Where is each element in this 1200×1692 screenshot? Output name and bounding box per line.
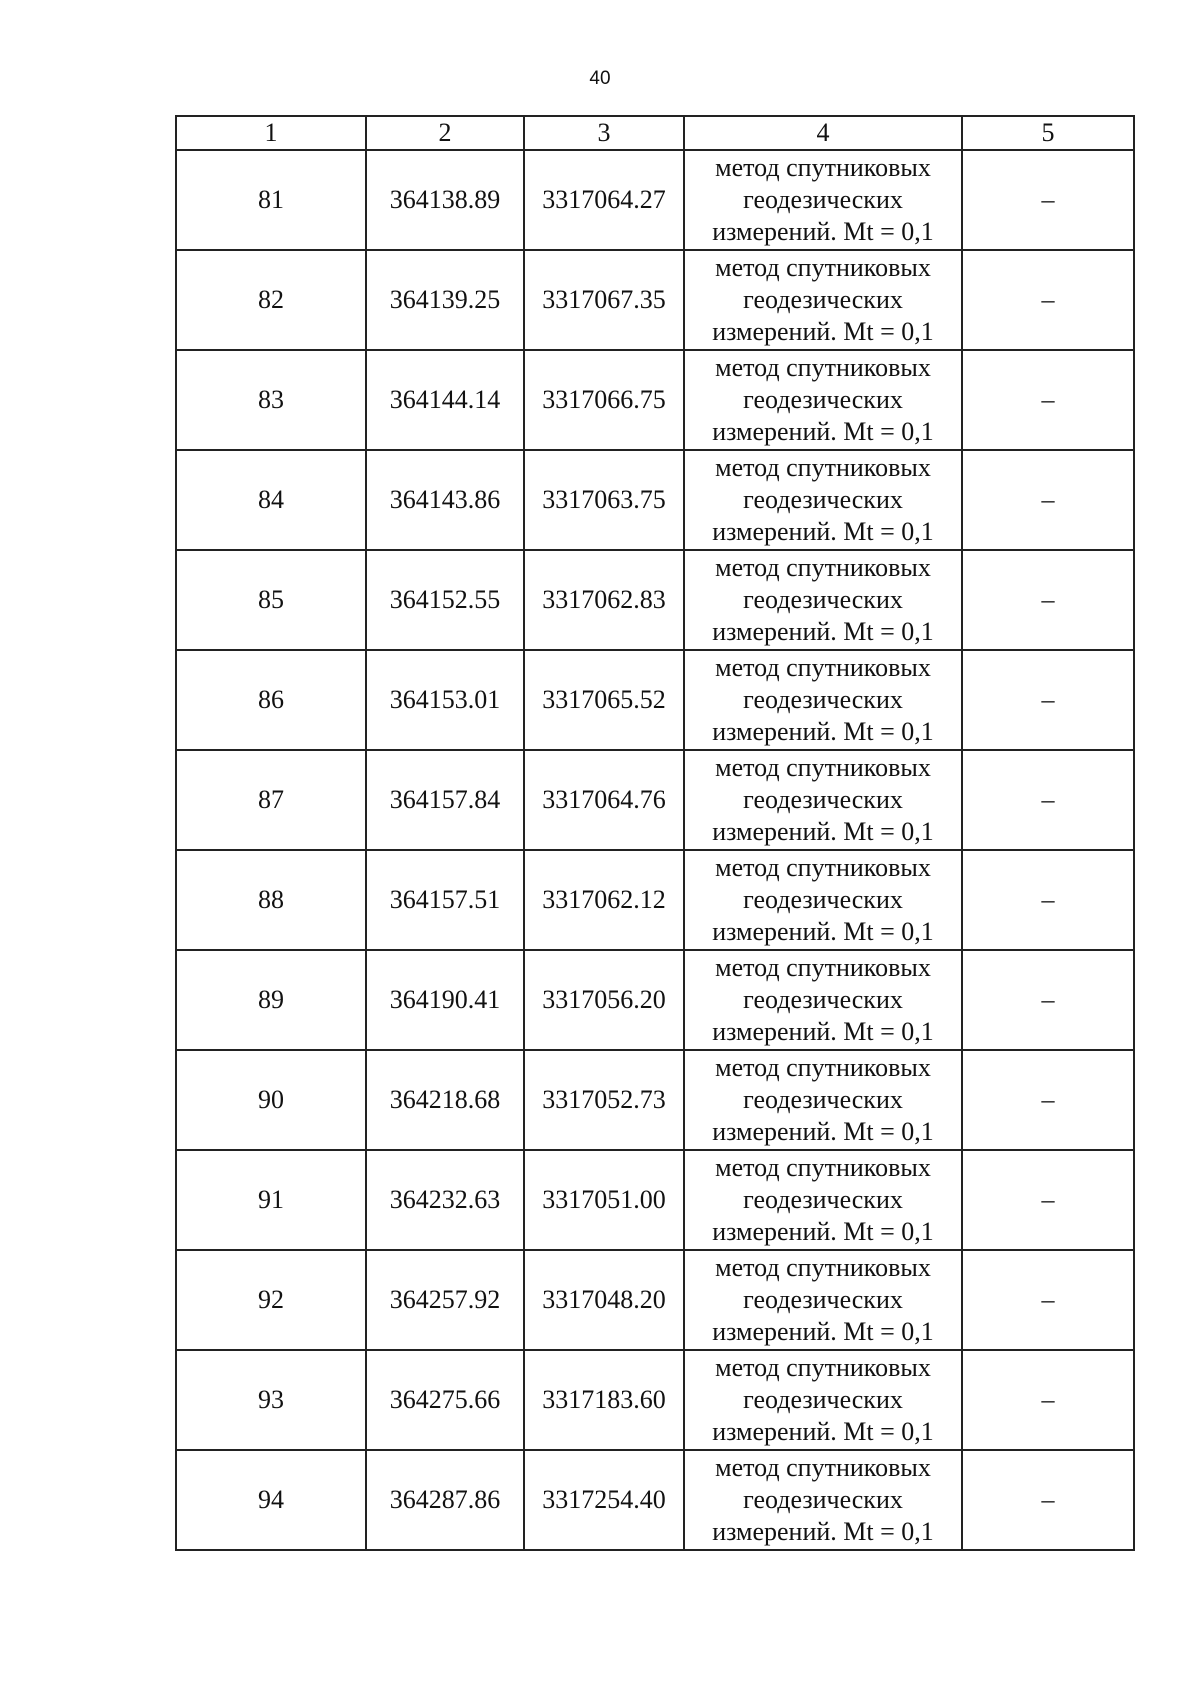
x-coordinate-cell: 364257.92 <box>366 1250 524 1350</box>
x-coordinate-cell: 364218.68 <box>366 1050 524 1150</box>
x-coordinate-cell: 364152.55 <box>366 550 524 650</box>
method-line: геодезических <box>743 885 903 914</box>
method-line: метод спутниковых <box>715 753 931 782</box>
method-line: измерений. Mt = 0,1 <box>712 917 934 946</box>
method-line: геодезических <box>743 785 903 814</box>
y-coordinate-cell: 3317051.00 <box>524 1150 684 1250</box>
method-line: метод спутниковых <box>715 253 931 282</box>
method-cell <box>684 650 962 750</box>
y-coordinate-cell: 3317065.52 <box>524 650 684 750</box>
table-row <box>176 250 1134 350</box>
y-coordinate-cell: 3317056.20 <box>524 950 684 1050</box>
method-cell <box>684 550 962 650</box>
method-cell <box>684 1050 962 1150</box>
table-row <box>176 350 1134 450</box>
method-line: метод спутниковых <box>715 1453 931 1482</box>
point-number-cell: 90 <box>176 1050 366 1150</box>
page-number: 40 <box>589 68 611 89</box>
point-number-cell: 83 <box>176 350 366 450</box>
note-cell: – <box>962 1250 1134 1350</box>
method-line: метод спутниковых <box>715 1253 931 1282</box>
x-coordinate-cell: 364157.84 <box>366 750 524 850</box>
method-line: метод спутниковых <box>715 953 931 982</box>
method-cell <box>684 1250 962 1350</box>
table-row <box>176 1050 1134 1150</box>
method-line: измерений. Mt = 0,1 <box>712 1217 934 1246</box>
method-line: геодезических <box>743 685 903 714</box>
x-coordinate-cell: 364157.51 <box>366 850 524 950</box>
note-cell: – <box>962 1350 1134 1450</box>
point-number-cell: 93 <box>176 1350 366 1450</box>
table-row <box>176 1150 1134 1250</box>
table-row <box>176 850 1134 950</box>
header-col-3: 3 <box>524 116 684 150</box>
table-row <box>176 1350 1134 1450</box>
method-line: измерений. Mt = 0,1 <box>712 717 934 746</box>
method-line: измерений. Mt = 0,1 <box>712 1017 934 1046</box>
x-coordinate-cell: 364139.25 <box>366 250 524 350</box>
method-line: метод спутниковых <box>715 1053 931 1082</box>
note-cell: – <box>962 550 1134 650</box>
method-line: метод спутниковых <box>715 1353 931 1382</box>
header-col-1: 1 <box>176 116 366 150</box>
method-cell <box>684 1350 962 1450</box>
method-cell <box>684 450 962 550</box>
method-line: геодезических <box>743 1085 903 1114</box>
note-cell: – <box>962 350 1134 450</box>
note-cell: – <box>962 850 1134 950</box>
y-coordinate-cell: 3317062.83 <box>524 550 684 650</box>
table-row <box>176 450 1134 550</box>
header-col-5: 5 <box>962 116 1134 150</box>
point-number-cell: 94 <box>176 1450 366 1550</box>
y-coordinate-cell: 3317063.75 <box>524 450 684 550</box>
method-line: геодезических <box>743 285 903 314</box>
method-cell <box>684 350 962 450</box>
y-coordinate-cell: 3317062.12 <box>524 850 684 950</box>
point-number-cell: 91 <box>176 1150 366 1250</box>
method-cell <box>684 150 962 250</box>
method-line: измерений. Mt = 0,1 <box>712 1417 934 1446</box>
y-coordinate-cell: 3317048.20 <box>524 1250 684 1350</box>
table-row <box>176 950 1134 1050</box>
header-col-4: 4 <box>684 116 962 150</box>
method-line: геодезических <box>743 985 903 1014</box>
note-cell: – <box>962 950 1134 1050</box>
table-header <box>176 116 1134 150</box>
method-line: геодезических <box>743 485 903 514</box>
method-line: геодезических <box>743 1385 903 1414</box>
method-line: измерений. Mt = 0,1 <box>712 217 934 246</box>
note-cell: – <box>962 150 1134 250</box>
x-coordinate-cell: 364143.86 <box>366 450 524 550</box>
point-number-cell: 81 <box>176 150 366 250</box>
y-coordinate-cell: 3317067.35 <box>524 250 684 350</box>
method-line: метод спутниковых <box>715 153 931 182</box>
table-row <box>176 650 1134 750</box>
method-line: измерений. Mt = 0,1 <box>712 317 934 346</box>
note-cell: – <box>962 250 1134 350</box>
point-number-cell: 85 <box>176 550 366 650</box>
header-col-2: 2 <box>366 116 524 150</box>
method-line: геодезических <box>743 585 903 614</box>
point-number-cell: 92 <box>176 1250 366 1350</box>
method-cell <box>684 950 962 1050</box>
note-cell: – <box>962 650 1134 750</box>
point-number-cell: 87 <box>176 750 366 850</box>
method-cell <box>684 250 962 350</box>
table-row <box>176 1450 1134 1550</box>
note-cell: – <box>962 1050 1134 1150</box>
point-number-cell: 88 <box>176 850 366 950</box>
table-row <box>176 750 1134 850</box>
method-cell <box>684 1150 962 1250</box>
method-cell <box>684 850 962 950</box>
x-coordinate-cell: 364144.14 <box>366 350 524 450</box>
x-coordinate-cell: 364190.41 <box>366 950 524 1050</box>
point-number-cell: 82 <box>176 250 366 350</box>
y-coordinate-cell: 3317052.73 <box>524 1050 684 1150</box>
method-line: измерений. Mt = 0,1 <box>712 417 934 446</box>
x-coordinate-cell: 364153.01 <box>366 650 524 750</box>
x-coordinate-cell: 364275.66 <box>366 1350 524 1450</box>
y-coordinate-cell: 3317064.27 <box>524 150 684 250</box>
x-coordinate-cell: 364287.86 <box>366 1450 524 1550</box>
note-cell: – <box>962 1150 1134 1250</box>
y-coordinate-cell: 3317183.60 <box>524 1350 684 1450</box>
method-line: измерений. Mt = 0,1 <box>712 1117 934 1146</box>
method-line: метод спутниковых <box>715 453 931 482</box>
method-line: измерений. Mt = 0,1 <box>712 617 934 646</box>
x-coordinate-cell: 364138.89 <box>366 150 524 250</box>
method-line: метод спутниковых <box>715 653 931 682</box>
method-cell <box>684 1450 962 1550</box>
note-cell: – <box>962 1450 1134 1550</box>
point-number-cell: 89 <box>176 950 366 1050</box>
y-coordinate-cell: 3317066.75 <box>524 350 684 450</box>
note-cell: – <box>962 750 1134 850</box>
method-line: геодезических <box>743 185 903 214</box>
method-line: метод спутниковых <box>715 353 931 382</box>
method-line: геодезических <box>743 1185 903 1214</box>
point-number-cell: 84 <box>176 450 366 550</box>
table-row <box>176 150 1134 250</box>
method-line: измерений. Mt = 0,1 <box>712 817 934 846</box>
method-line: измерений. Mt = 0,1 <box>712 1517 934 1546</box>
table-body <box>176 150 1134 1550</box>
method-line: измерений. Mt = 0,1 <box>712 1317 934 1346</box>
note-cell: – <box>962 450 1134 550</box>
method-line: геодезических <box>743 1485 903 1514</box>
table-row <box>176 1250 1134 1350</box>
x-coordinate-cell: 364232.63 <box>366 1150 524 1250</box>
method-line: метод спутниковых <box>715 853 931 882</box>
method-line: измерений. Mt = 0,1 <box>712 517 934 546</box>
point-number-cell: 86 <box>176 650 366 750</box>
method-line: метод спутниковых <box>715 1153 931 1182</box>
header-row <box>176 116 1134 150</box>
y-coordinate-cell: 3317254.40 <box>524 1450 684 1550</box>
method-cell <box>684 750 962 850</box>
coordinates-table <box>175 115 1135 1551</box>
y-coordinate-cell: 3317064.76 <box>524 750 684 850</box>
method-line: геодезических <box>743 385 903 414</box>
table-row <box>176 550 1134 650</box>
method-line: геодезических <box>743 1285 903 1314</box>
method-line: метод спутниковых <box>715 553 931 582</box>
